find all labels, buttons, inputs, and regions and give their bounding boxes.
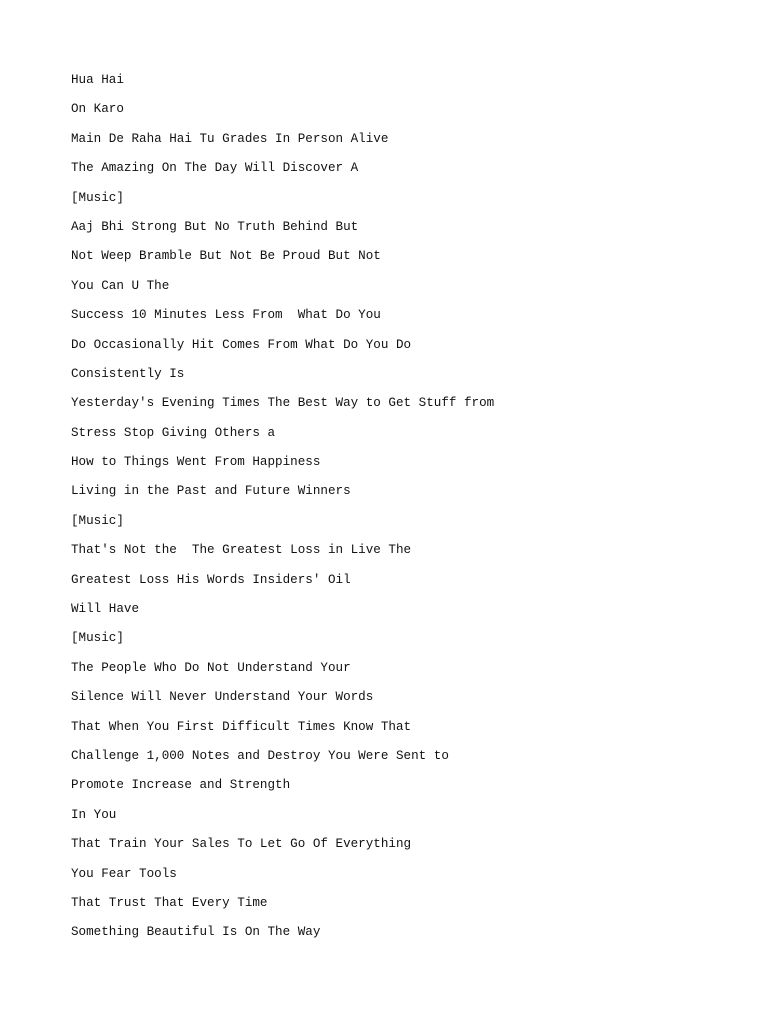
text-line: You Fear Tools (71, 866, 177, 881)
text-line: [Music] (71, 631, 124, 646)
text-line: Not Weep Bramble But Not Be Proud But Not (71, 249, 381, 264)
text-line: How to Things Went From Happiness (71, 455, 321, 470)
text-line: Silence Will Never Understand Your Words (71, 690, 374, 705)
text-line: Success 10 Minutes Less From What Do You (71, 308, 381, 323)
text-line: Yesterday's Evening Times The Best Way to Get Stuff from (71, 396, 495, 411)
text-line: Living in the Past and Future Winners (71, 484, 351, 499)
text-line: That When You First Difficult Times Know That (71, 719, 412, 734)
text-line: The Amazing On The Day Will Discover A (71, 161, 359, 176)
text-line: [Music] (71, 513, 124, 528)
text-line: In You (71, 807, 117, 822)
text-line: On Karo (71, 102, 124, 117)
text-line: Consistently Is (71, 366, 185, 381)
text-line: [Music] (71, 190, 124, 205)
text-line: The People Who Do Not Understand Your (71, 660, 351, 675)
text-line: You Can U The (71, 278, 170, 293)
text-line: That Trust That Every Time (71, 895, 268, 910)
text-line: Challenge 1,000 Notes and Destroy You Were Sent to (71, 748, 449, 763)
text-line: Will Have (71, 602, 140, 617)
text-line: Promote Increase and Strength (71, 778, 291, 793)
transcript-text (71, 72, 494, 954)
text-line: Stress Stop Giving Others a (71, 425, 276, 440)
text-line: Do Occasionally Hit Comes From What Do You Do (71, 337, 412, 352)
text-line: That's Not the The Greatest Loss in Live The (71, 543, 412, 558)
text-line: Hua Hai (71, 73, 124, 87)
text-line: Greatest Loss His Words Insiders' Oil (71, 572, 351, 587)
text-line: Something Beautiful Is On The Way (71, 925, 321, 940)
text-line: Main De Raha Hai Tu Grades In Person Alive (71, 131, 389, 146)
text-line: That Train Your Sales To Let Go Of Everything (71, 837, 412, 852)
text-line: Aaj Bhi Strong But No Truth Behind But (71, 219, 359, 234)
